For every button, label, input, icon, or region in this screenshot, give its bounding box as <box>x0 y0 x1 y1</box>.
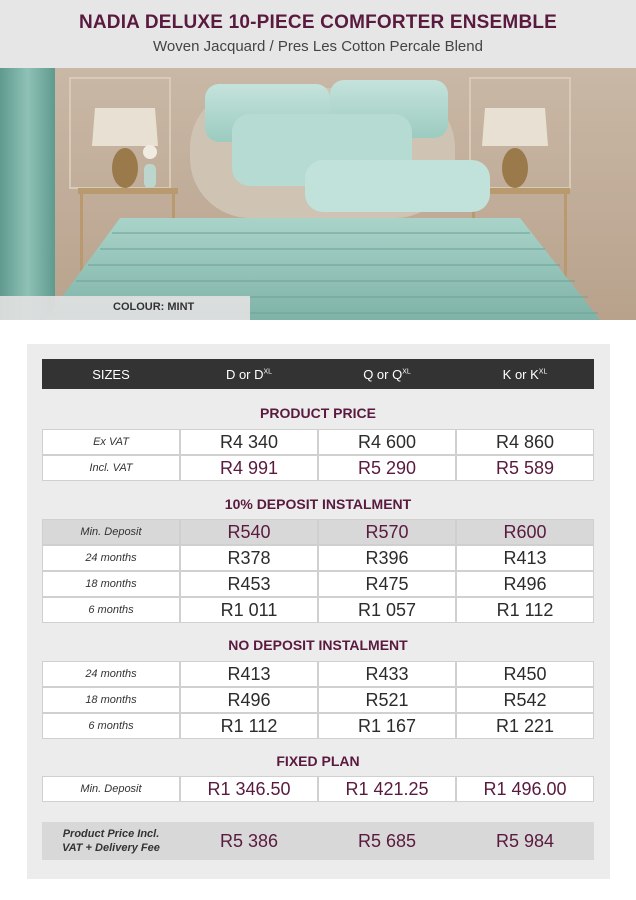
total-label: Product Price Incl. VAT + Delivery Fee <box>62 828 160 854</box>
product-photo <box>0 68 636 320</box>
deposit-double: R540 <box>180 519 318 545</box>
lamp-shade-left <box>92 108 158 146</box>
fixed-plan-queen: R1 421.25 <box>318 776 456 802</box>
sizes-header-row <box>42 359 594 389</box>
fixed-plan-king: R1 496.00 <box>456 776 594 802</box>
row-label: Incl. VAT <box>42 455 180 481</box>
double-column-header: D or $D^{XL}$ <box>225 367 273 382</box>
deposit-king: R496 <box>456 571 594 597</box>
total-double: R5 386 <box>219 831 279 851</box>
no-deposit-king: R542 <box>456 687 594 713</box>
fixed-plan-double: R1 346.50 <box>180 776 318 802</box>
table-row <box>42 687 594 713</box>
deposit-queen: R396 <box>318 545 456 571</box>
row-label: 6 months <box>42 713 180 739</box>
deposit-queen: R475 <box>318 571 456 597</box>
price-queen: R5 290 <box>318 455 456 481</box>
curtain <box>0 68 55 320</box>
deposit-queen: R1 057 <box>318 597 456 623</box>
price-double: R4 340 <box>180 429 318 455</box>
deposit-double: R453 <box>180 571 318 597</box>
deposit-king: R413 <box>456 545 594 571</box>
sizes-column-header: SIZES <box>92 367 130 382</box>
lamp-base-right <box>502 148 528 188</box>
colour-label: COLOUR: MINT <box>113 301 195 313</box>
flowers <box>143 145 157 159</box>
table-row <box>42 571 594 597</box>
table-row <box>42 545 594 571</box>
row-label: 24 months <box>42 661 180 687</box>
no-deposit-king: R1 221 <box>456 713 594 739</box>
deposit-king: R600 <box>456 519 594 545</box>
no-deposit-queen: R433 <box>318 661 456 687</box>
total-king: R5 984 <box>495 831 555 851</box>
lamp-base-left <box>112 148 138 188</box>
deposit-queen: R570 <box>318 519 456 545</box>
king-column-header: K or $K^{XL}$ <box>502 367 548 382</box>
table-row <box>42 597 594 623</box>
side-table-left <box>78 188 178 194</box>
no-deposit-double: R1 112 <box>180 713 318 739</box>
deposit-king: R1 112 <box>456 597 594 623</box>
row-label: 18 months <box>42 571 180 597</box>
queen-column-header: Q or $Q^{XL}$ <box>363 367 411 382</box>
lamp-shade-right <box>482 108 548 146</box>
no-deposit-king: R450 <box>456 661 594 687</box>
no-deposit-double: R496 <box>180 687 318 713</box>
fixed-plan-title: FIXED PLAN <box>276 753 360 769</box>
table-row <box>42 661 594 687</box>
row-label: 24 months <box>42 545 180 571</box>
pillow-sham <box>305 160 490 212</box>
colour-label-bar <box>0 296 250 320</box>
row-label: 6 months <box>42 597 180 623</box>
table-row <box>42 776 594 802</box>
no-deposit-double: R413 <box>180 661 318 687</box>
price-king: R5 589 <box>456 455 594 481</box>
product-price-title: PRODUCT PRICE <box>260 405 376 421</box>
total-queen: R5 685 <box>357 831 417 851</box>
no-deposit-queen: R521 <box>318 687 456 713</box>
row-label: Min. Deposit <box>42 776 180 802</box>
no-deposit-queen: R1 167 <box>318 713 456 739</box>
deposit-double: R378 <box>180 545 318 571</box>
price-double: R4 991 <box>180 455 318 481</box>
price-queen: R4 600 <box>318 429 456 455</box>
product-subtitle: Woven Jacquard / Pres Les Cotton Percale Blend <box>153 38 483 55</box>
deposit-instalment-title: 10% DEPOSIT INSTALMENT <box>224 496 412 512</box>
row-label: Min. Deposit <box>42 519 180 545</box>
row-label: 18 months <box>42 687 180 713</box>
table-row <box>42 455 594 481</box>
table-row <box>42 713 594 739</box>
table-row <box>42 429 594 455</box>
total-row <box>42 822 594 860</box>
product-title: NADIA DELUXE 10-PIECE COMFORTER ENSEMBLE <box>78 12 558 33</box>
row-label: Ex VAT <box>42 429 180 455</box>
deposit-double: R1 011 <box>180 597 318 623</box>
page-header <box>0 0 636 68</box>
price-king: R4 860 <box>456 429 594 455</box>
table-row <box>42 519 594 545</box>
no-deposit-instalment-title: NO DEPOSIT INSTALMENT <box>228 637 408 653</box>
